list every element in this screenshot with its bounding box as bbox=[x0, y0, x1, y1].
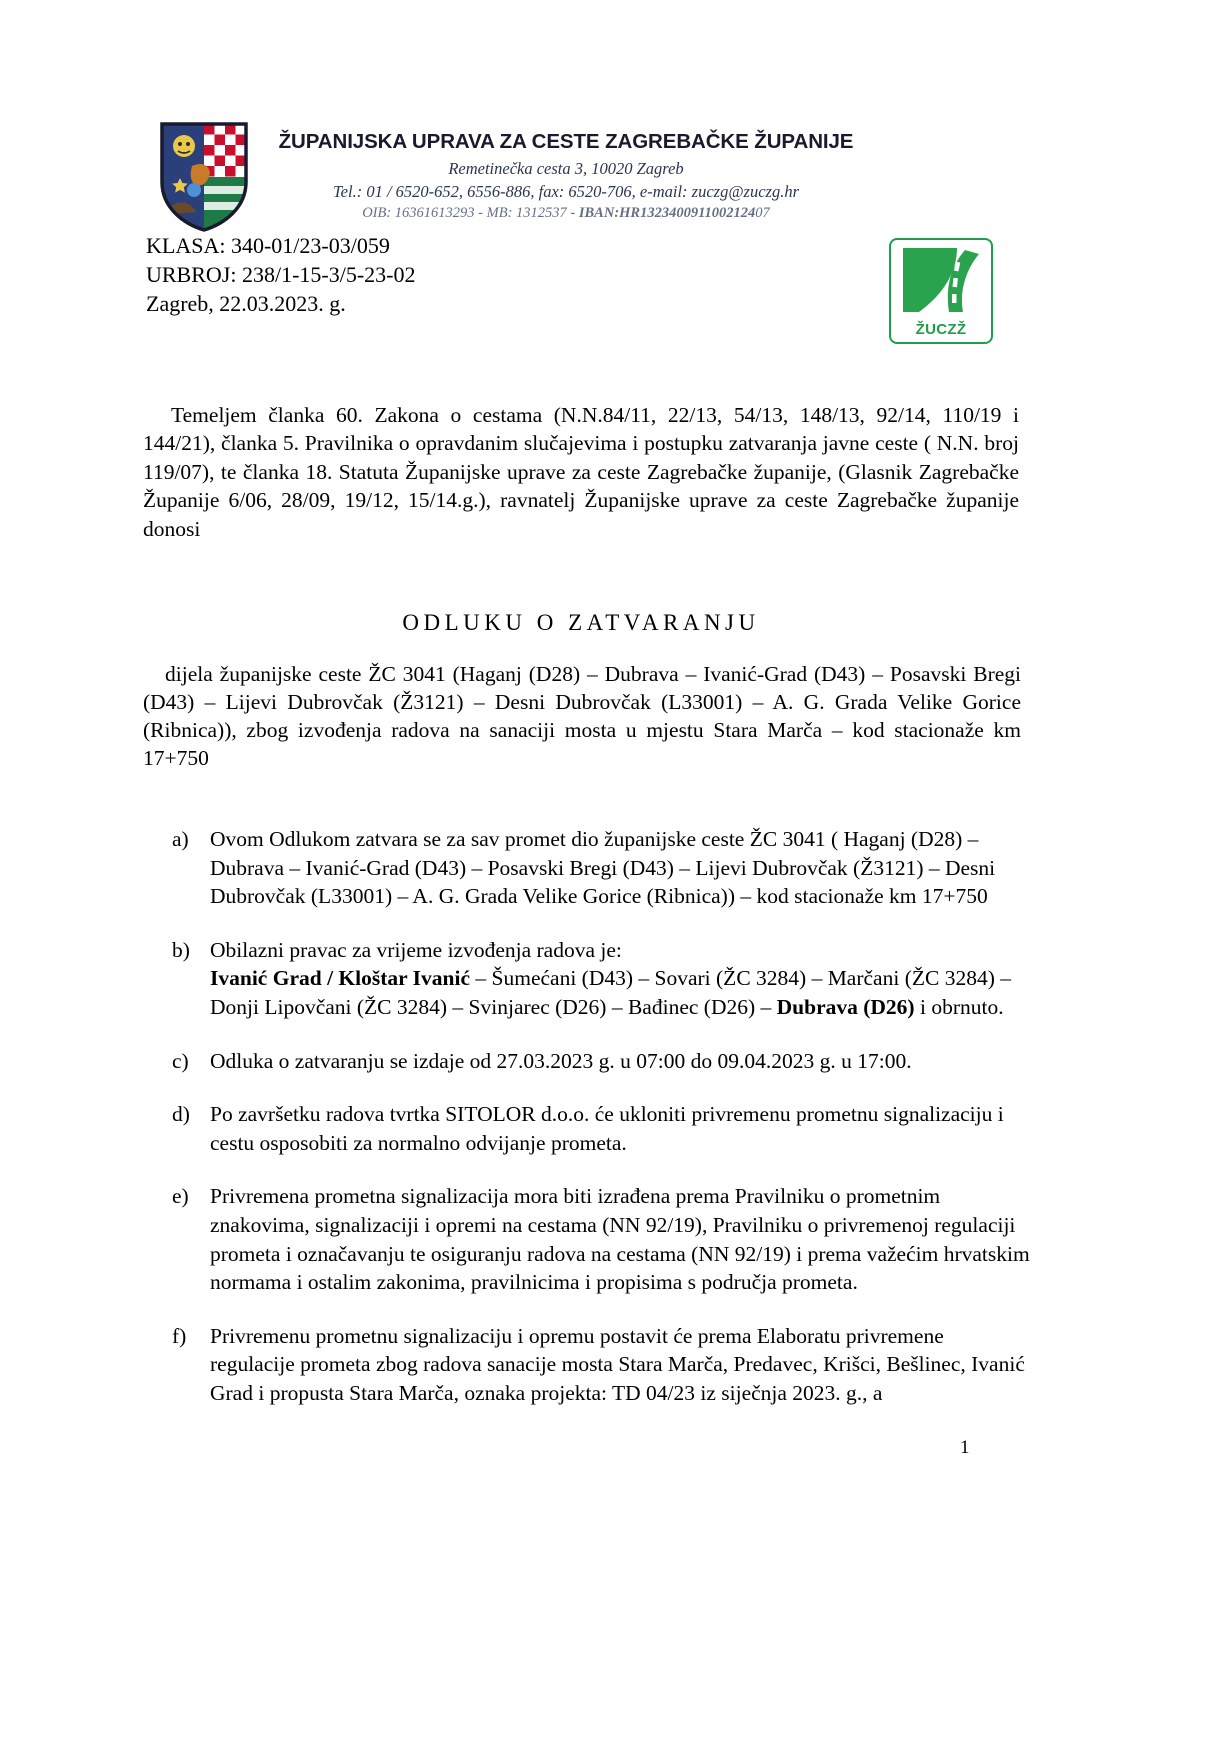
decision-item-text bbox=[210, 1322, 1030, 1408]
decision-item bbox=[168, 1100, 1030, 1157]
ids-prefix: OIB: 16361613293 - MB: 1312537 - bbox=[362, 205, 579, 221]
urbroj-line: URBROJ: 238/1-15-3/5-23-02 bbox=[146, 261, 416, 287]
legal-basis-paragraph: Temeljem članka 60. Zakona o cestama (N.N.84/11, 22/13, 54/13, 148/13, 92/14, 110/19 i 144/21), članka 5. Pravilnika o opravdanim slučajevima i postupku zatvaranja javne ceste ( N.N. broj 119/07), te članka 18. Statuta Županijske uprave za ceste Zagrebačke županije, (Glasnik Zagrebačke Županije 6/06, 28/09, 19/12, 15/14.g.), ravnatelj Županijske uprave za ceste Zagrebačke županije donosi bbox=[143, 403, 1019, 541]
zuczz-logo bbox=[889, 238, 993, 344]
klasa-line: KLASA: 340-01/23-03/059 bbox=[146, 233, 390, 258]
subject-paragraph: dijela županijske ceste ŽC 3041 (Haganj (D28) – Dubrava – Ivanić-Grad (D43) – Posavski Bregi (D43) – Lijevi Dubrovčak (Ž3121) – Desni Dubrovčak (L33001) – A. G. Grada Velike Gorice (Ribnica)), zbog izvođenja radova na sanaciji mosta u mjestu Stara Marča – kod stacionaže km 17+750 bbox=[143, 662, 1021, 771]
decision-item bbox=[168, 1322, 1030, 1408]
decision-item-emphasis: Dubrava (D26) bbox=[776, 994, 915, 1019]
place-date-line: Zagreb, 22.03.2023. g. bbox=[146, 290, 346, 316]
decision-item-emphasis: Ivanić Grad / Kloštar Ivanić bbox=[210, 966, 471, 991]
ids-suffix: 07 bbox=[755, 205, 770, 221]
decision-item bbox=[168, 936, 1030, 1022]
decision-item-text bbox=[210, 1182, 1030, 1296]
organization-name: ŽUPANIJSKA UPRAVA ZA CESTE ZAGREBAČKE ŽUPANIJE bbox=[278, 130, 854, 153]
decision-item bbox=[168, 825, 1030, 911]
decision-item-span: Odluka o zatvaranju se izdaje od 27.03.2023 g. u 07:00 do 09.04.2023 g. u 17:00. bbox=[210, 1048, 912, 1073]
decision-item-marker: c) bbox=[172, 1048, 189, 1073]
decision-item-marker: f) bbox=[172, 1323, 187, 1348]
decision-item-span: Privremenu prometnu signalizaciju i opremu postavit će prema Elaboratu privremene regulacije prometa zbog radova sanacije mosta Stara Marča, Predavec, Krišci, Bešlinec, Ivanić Grad i propusta Stara Marča, oznaka projekta: TD 04/23 iz siječnja 2023. g., a bbox=[210, 1323, 1025, 1405]
decision-item-span: – Šumećani (D43) – Sovari (ŽC 3284) – Marčani (ŽC 3284) – Donji Lipovčani (ŽC 3284) – Svinjarec (D26) – Bađinec (D26) – bbox=[210, 966, 1011, 1019]
page-number: 1 bbox=[960, 1437, 970, 1458]
decision-item-text bbox=[210, 1047, 1030, 1076]
decision-item-text bbox=[210, 1100, 1030, 1157]
organization-identifiers bbox=[276, 205, 856, 222]
decision-item-span: Privremena prometna signalizacija mora biti izrađena prema Pravilniku o prometnim znakovima, signalizaciji i opremi na cestama (NN 92/19), Pravilniku o privremenoj regulaciji prometa i označavanju te osiguranju radova na cestama (NN 92/19) i prema važećim hrvatskim normama i ostalim zakonima, pravilnicima i propisima s područja prometa. bbox=[210, 1184, 1030, 1295]
document-title: ODLUKU O ZATVARANJU bbox=[402, 610, 760, 635]
decision-item-marker: a) bbox=[172, 827, 189, 851]
decision-item bbox=[168, 1182, 1030, 1296]
decision-item-text bbox=[210, 825, 1030, 911]
decision-item-marker: b) bbox=[172, 937, 190, 962]
zuczz-logo-text: ŽUCZŽ bbox=[915, 321, 967, 338]
decision-items-list bbox=[168, 825, 1030, 1433]
decision-item-span: Obilazni pravac za vrijeme izvođenja radova je: bbox=[210, 937, 622, 962]
decision-item-span: Po završetku radova tvrtka SITOLOR d.o.o. će ukloniti privremenu prometnu signalizaciju i cestu osposobiti za normalno odvijanje prometa. bbox=[210, 1102, 1004, 1155]
decision-item-marker: d) bbox=[172, 1102, 190, 1127]
organization-address: Remetinečka cesta 3, 10020 Zagreb bbox=[448, 159, 684, 178]
croatian-county-coat-of-arms-icon bbox=[158, 120, 250, 232]
organization-block bbox=[276, 130, 856, 222]
decision-item-span: i obrnuto. bbox=[914, 994, 1004, 1019]
decision-item-text bbox=[210, 936, 1030, 1022]
ids-iban: IBAN:HR1323400911002124 bbox=[578, 205, 756, 221]
decision-item-marker: e) bbox=[172, 1184, 189, 1209]
zuczz-road-mark-icon bbox=[897, 244, 987, 316]
decision-item bbox=[168, 1047, 1030, 1076]
reference-block bbox=[146, 232, 416, 318]
decision-item-span: Ovom Odlukom zatvara se za sav promet dio županijske ceste ŽC 3041 ( Haganj (D28) – Dubrava – Ivanić-Grad (D43) – Posavski Bregi (D43) – Lijevi Dubrovčak (Ž3121) – Desni Dubrovčak (L33001) – A. G. Grada Velike Gorice (Ribnica)) – kod stacionaže km 17+750 bbox=[210, 827, 996, 909]
organization-contact: Tel.: 01 / 6520-652, 6556-886, fax: 6520-706, e-mail: zuczg@zuczg.hr bbox=[333, 182, 799, 201]
